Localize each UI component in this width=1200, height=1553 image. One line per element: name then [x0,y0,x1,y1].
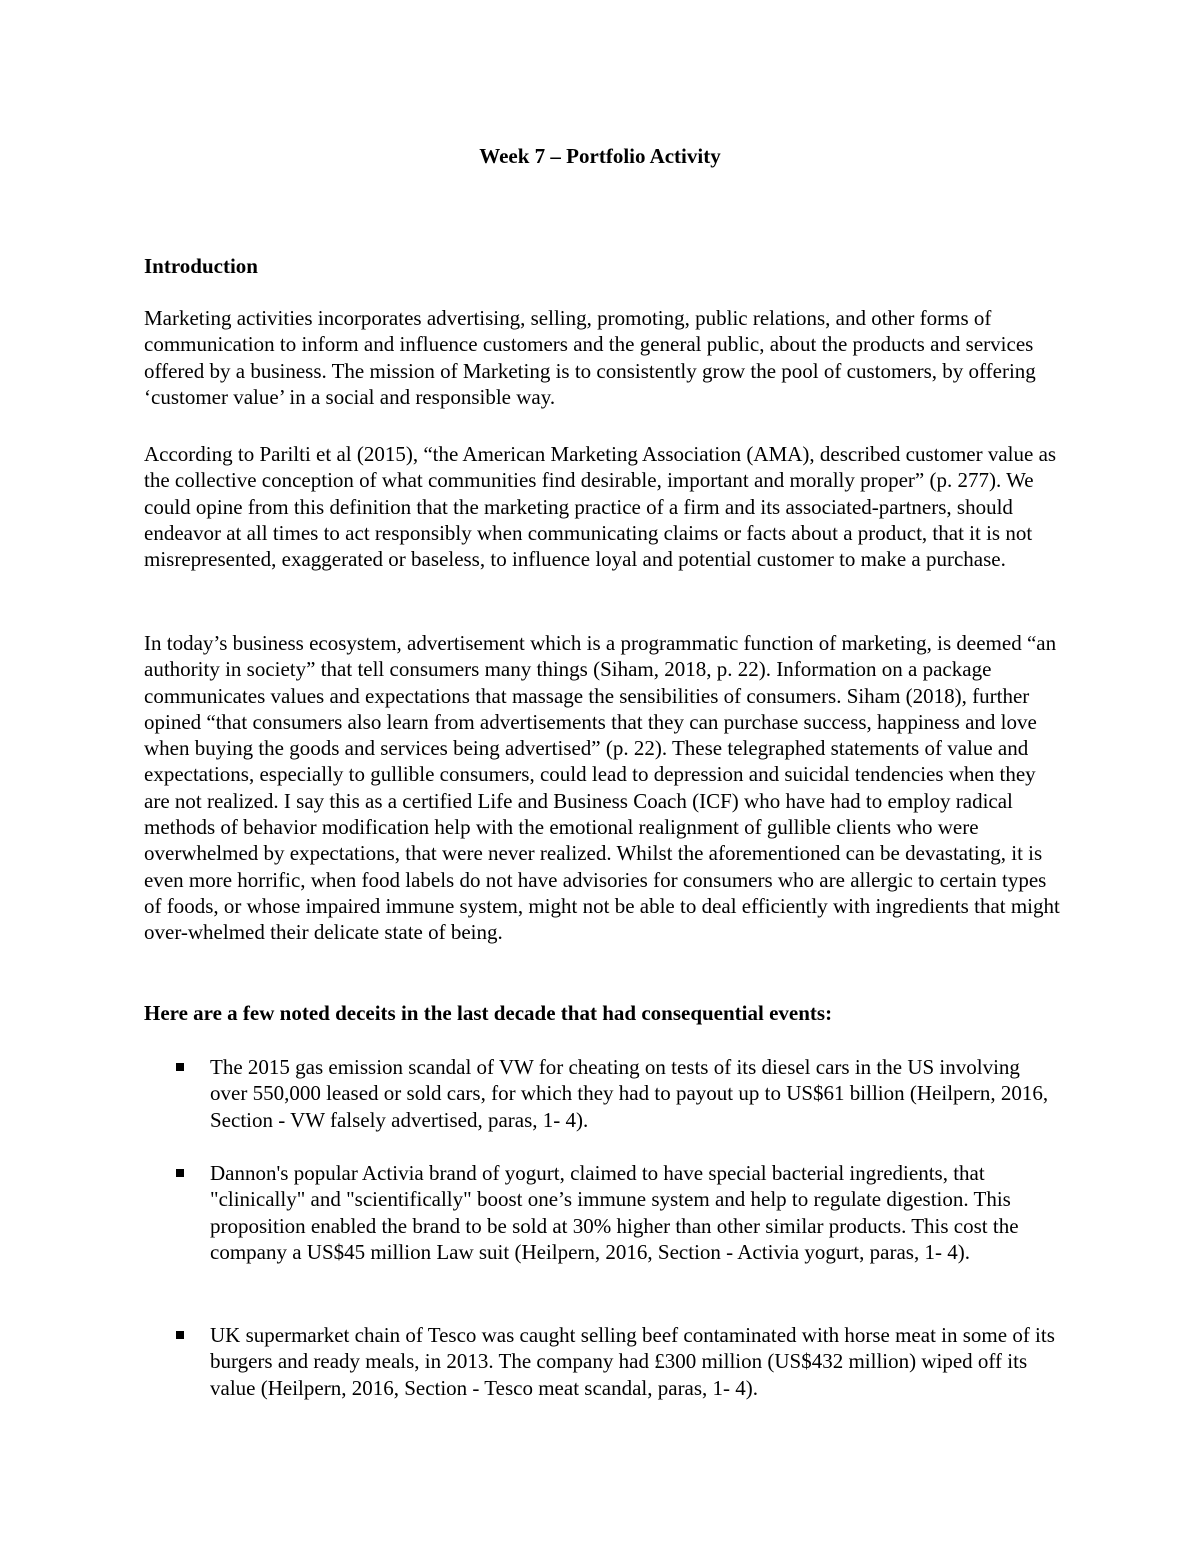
square-bullet-icon [176,1063,184,1071]
paragraph-customer-value: According to Parilti et al (2015), “the American Marketing Association (AMA), described customer value as the collective conception of what communities find desirable, important and morally proper” (p. 277). We could opine from this definition that the marketing practice of a firm and its associated-partners, should endeavor at all times to act responsibly when communicating claims or facts about a product, that it is not misrepresented, exaggerated or baseless, to influence loyal and potential customer to make a purchase. [144,442,1057,572]
list-item-tesco-scandal [210,1322,1060,1401]
paragraph-business-ecosystem: In today’s business ecosystem, advertisement which is a programmatic function of marketing, is deemed “an authority in society” that tell consumers many things (Siham, 2018, p. 22). Information on a package communicates values and expectations that massage the sensibilities of consumers. Siham (2018), further opined “that consumers also learn from advertisements that they can purchase success, happiness and love when buying the goods and services being advertised” (p. 22). These telegraphed statements of value and expectations, especially to gullible consumers, could lead to depression and suicidal tendencies when they are not realized. I say this as a certified Life and Business Coach (ICF) who have had to employ radical methods of behavior modification help with the emotional realignment of gullible clients who were overwhelmed by expectations, that were never realized. Whilst the aforementioned can be devastating, it is even more horrific, when food labels do not have advisories for consumers who are allergic to certain types of foods, or whose impaired immune system, might not be able to deal efficiently with ingredients that might over-whelmed their delicate state of being. [144,631,1060,945]
list-item-vw-scandal [210,1054,1060,1133]
introduction-heading: Introduction [144,254,258,278]
page-title: Week 7 – Portfolio Activity [479,144,721,168]
square-bullet-icon [176,1331,184,1339]
list-item-activia-yogurt [210,1160,1060,1265]
square-bullet-icon [176,1169,184,1177]
list-item-text: UK supermarket chain of Tesco was caught selling beef contaminated with horse meat in some of its burgers and ready meals, in 2013. The company had £300 million (US$432 million) wiped off its value (Heilpern, 2016, Section - Tesco meat scandal, paras, 1- 4). [210,1323,1055,1400]
paragraph-marketing-activities: Marketing activities incorporates advertising, selling, promoting, public relations, and other forms of communication to inform and influence customers and the general public, about the products and services offered by a business. The mission of Marketing is to consistently grow the pool of customers, by offering ‘customer value’ in a social and responsible way. [144,306,1036,409]
deceits-heading: Here are a few noted deceits in the last decade that had consequential events: [144,1001,833,1025]
list-item-text: Dannon's popular Activia brand of yogurt, claimed to have special bacterial ingredients, that "clinically" and "scientifically" boost one’s immune system and help to regulate digestion. This proposition enabled the brand to be sold at 30% higher than other similar products. This cost the company a US$45 million Law suit (Heilpern, 2016, Section - Activia yogurt, paras, 1- 4). [210,1161,1019,1264]
list-item-text: The 2015 gas emission scandal of VW for cheating on tests of its diesel cars in the US involving over 550,000 leased or sold cars, for which they had to payout up to US$61 billion (Heilpern, 2016, Section - VW falsely advertised, paras, 1- 4). [210,1055,1049,1132]
